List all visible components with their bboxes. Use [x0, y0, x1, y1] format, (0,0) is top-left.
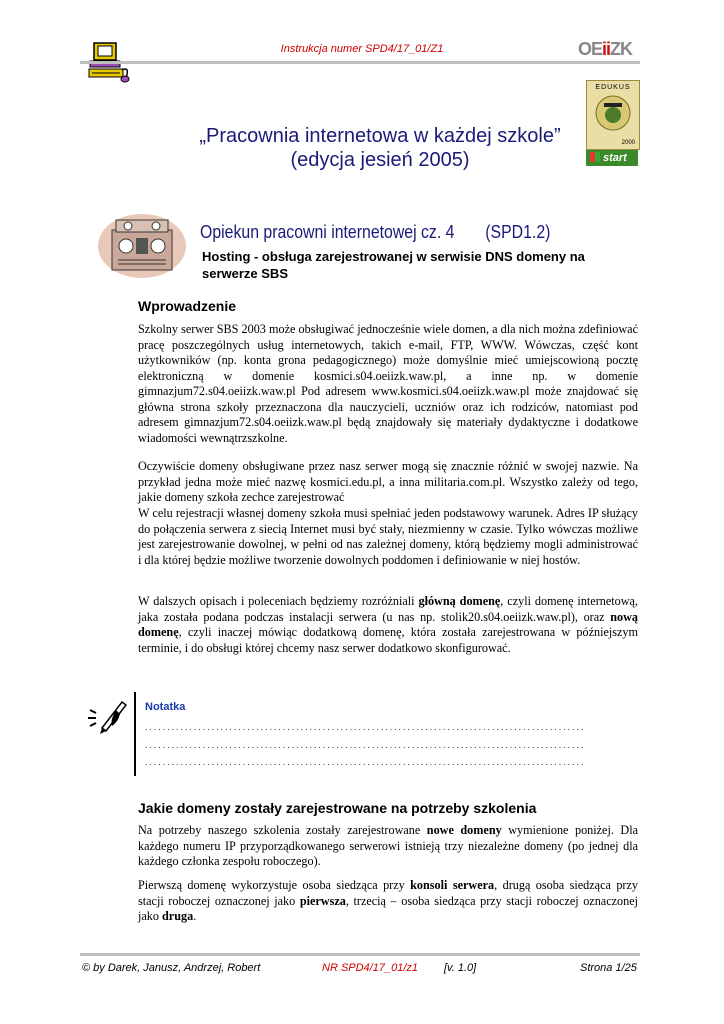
- paragraph-1: Szkolny serwer SBS 2003 może obsługiwać jednocześnie wiele domen, a dla nich można zdefiniować pracę poszczególnych usług internetowych, takich e-mail, FTP, WWW. Wówczas, część kont użytkowników (np. konta grona pedagogicznego) może domyślnie mieć umiejscowioną pocztę elektroniczną w domenie kosmici.s04.oeiizk.waw.pl, a inne np. w domenie gimnazjum72.s04.oeiizk.waw.pl Pod adresem www.kosmici.s04.oeiizk.waw.pl może znajdować się główna strona szkoły przeznaczona dla nauczycieli, uczniów oraz ich rodziców, natomiast pod adresem gimnazjum72.s04.oeiizk.waw.pl będą znajdowały się materiały dydaktyczne i dodatkowe wiadomości wewnątrzszkolne.: [138, 322, 638, 445]
- note-line: ...................................................................................................: [145, 722, 586, 732]
- footer-rule: [80, 953, 640, 956]
- page-title: „Pracownia internetowa w każdej szkole” (edycja jesień 2005): [199, 125, 561, 171]
- start-button[interactable]: start: [586, 150, 638, 166]
- paragraph-6: Pierwszą domenę wykorzystuje osoba siedząca przy konsoli serwera, drugą osoba siedząca przy stacji roboczej oznaczonej jako pierwsza, trzecią – osoba siedząca przy stacji roboczej oznaczonej jako druga.: [138, 878, 639, 923]
- pen-writing-icon: [86, 696, 130, 736]
- header-rule: [80, 61, 640, 64]
- note-bar: [134, 692, 136, 776]
- paragraph-2: Oczywiście domeny obsługiwane przez nasz serwer mogą się znacznie różnić w swojej nazwie. Na przykład jedna może mieć nazwę kosmici.edu.pl, a inna militaria.com.pl. Wszystko zależy od tego, jakie domeny szkoła zechce zarejestrować: [138, 459, 638, 504]
- subtitle: Opiekun pracowni internetowej cz. 4 (SPD1.2): [200, 222, 551, 242]
- footer-doc-number: NR SPD4/17_01/z1: [322, 962, 418, 974]
- section-heading-intro: Wprowadzenie: [138, 298, 237, 314]
- hosting-heading: Hosting - obsługa zarejestrowanej w serwisie DNS domeny na serwerze SBS: [202, 249, 585, 281]
- footer-authors: © by Darek, Janusz, Andrzej, Robert: [82, 962, 261, 974]
- control-panel-icon: [96, 212, 188, 280]
- footer-version: [v. 1.0]: [444, 962, 477, 974]
- edukus-badge: EDUKUS 2000: [586, 80, 640, 150]
- note-label: Notatka: [145, 701, 186, 713]
- paragraph-5: Na potrzeby naszego szkolenia zostały zarejestrowane nowe domeny wymienione poniżej. Dla każdego numeru IP przyporządkowanego serwerowi istnieją trzy niezależne domeny (po jednej dla każdego członka zespołu roboczego).: [138, 823, 638, 868]
- section-heading-domains: Jakie domeny zostały zarejestrowane na potrzeby szkolenia: [138, 800, 537, 816]
- paragraph-3: W celu rejestracji własnej domeny szkoła musi spełniać jeden podstawowy warunek. Adres IP służący do połączenia serwera z siecią Internet musi być stały, niezmienny w czasie. Tylko wówczas możliwe jest zarejestrowanie dowolnej, w pełni od nas zależnej domeny, którą będziemy mogli administrować i dla której będzie możliwe tworzenie dowolnych poddomen i definiowanie w niej hostów.: [138, 506, 638, 567]
- footer-page-number: Strona 1/25: [580, 962, 637, 974]
- note-line: ...................................................................................................: [145, 740, 586, 750]
- oeiizk-logo: OEiiZK: [578, 39, 633, 59]
- note-line: ...................................................................................................: [145, 757, 586, 767]
- paragraph-4: W dalszych opisach i poleceniach będziemy rozróżniali główną domenę, czyli domenę internetową, jaka została podana podczas instalacji serwera (u nas np. stolik20.s04.oeiizk.waw.pl), oraz nową domenę, czyli inaczej mówiąc dodatkową domenę, która została zarejestrowana w późniejszym terminie, i do obsługi której chcemy nasz serwer dodatkowo skonfigurować.: [138, 594, 639, 655]
- document-id: Instrukcja numer SPD4/17_01/Z1: [280, 43, 444, 55]
